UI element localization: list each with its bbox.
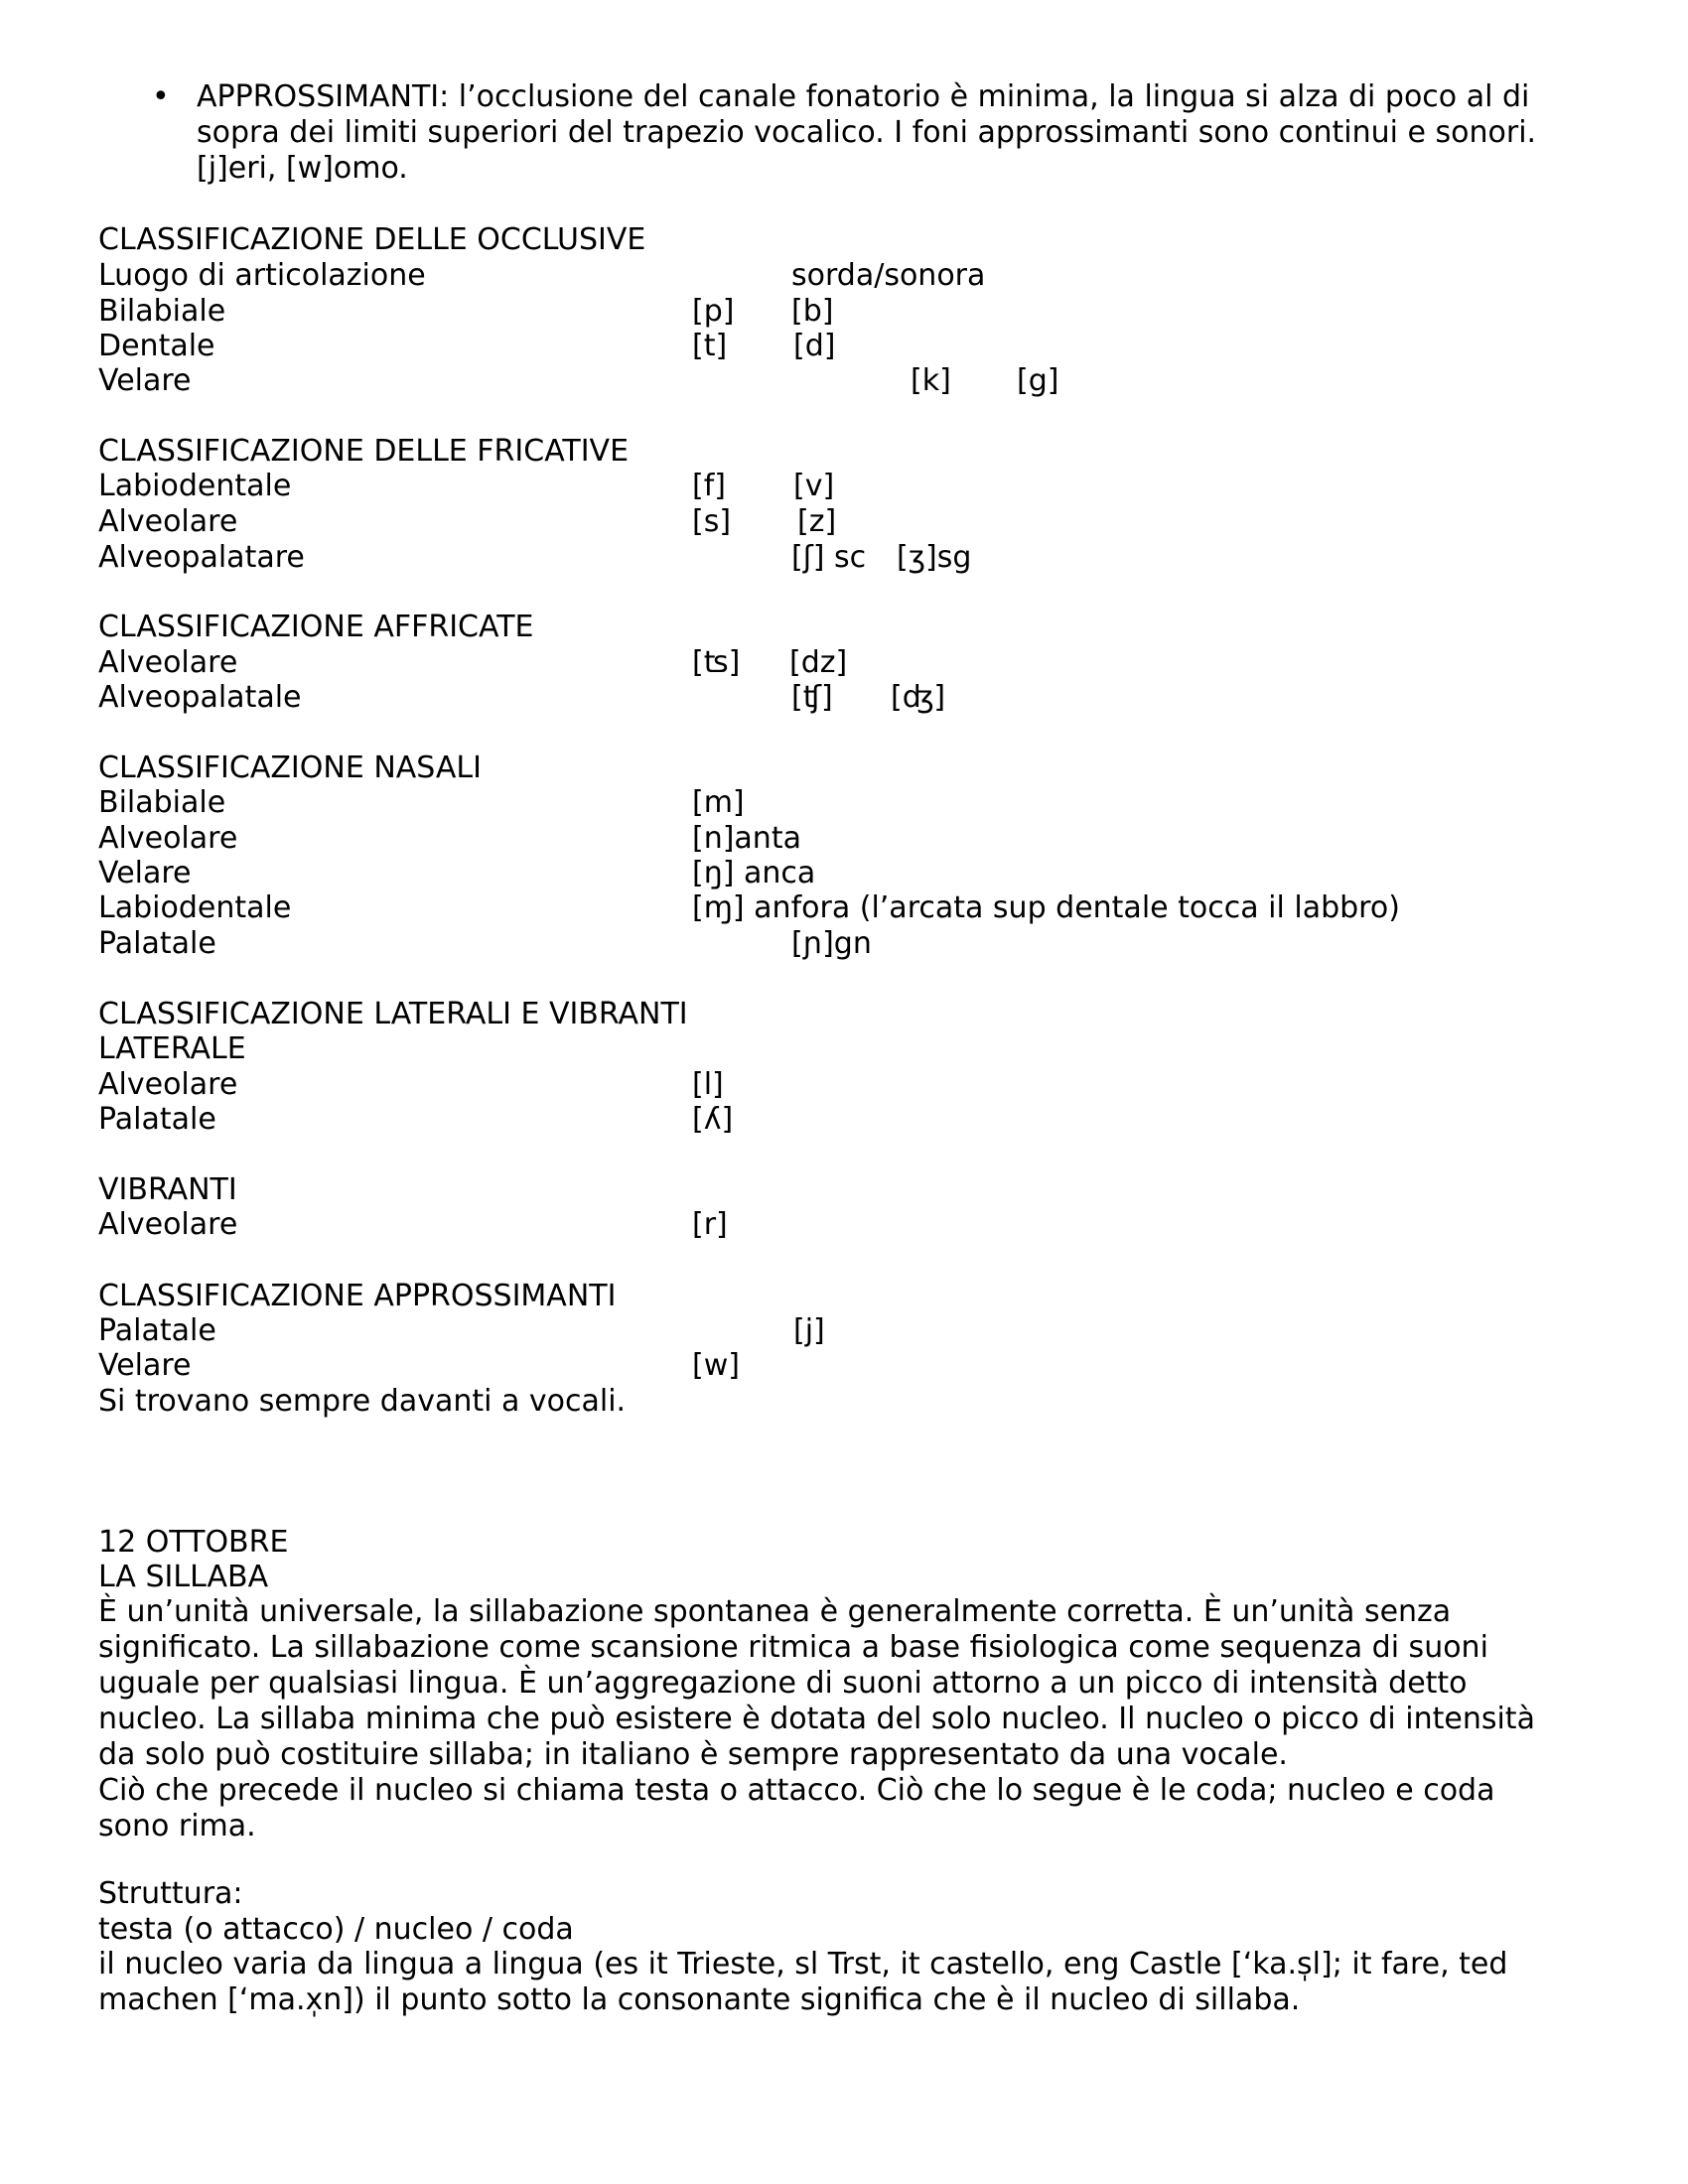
struttura-line: testa (o attacco) / nucleo / coda [98, 1912, 574, 1947]
heading-laterali-vibranti: CLASSIFICAZIONE LATERALI E VIBRANTI [98, 997, 688, 1031]
affricate-row-voiced: [ʤ] [891, 680, 946, 715]
fricative-row-label: Alveopalatare [98, 540, 305, 575]
occlusive-row-voiced: [d] [793, 329, 836, 363]
approssimanti-row-value: [j] [793, 1313, 825, 1348]
nasali-row-label: Alveolare [98, 821, 238, 856]
laterali-row-label: Alveolare [98, 1067, 238, 1102]
vibranti-row-value: [r] [692, 1207, 728, 1242]
fricative-row-label: Alveolare [98, 504, 238, 539]
approssimanti-row-value: [w] [692, 1348, 740, 1383]
occlusive-row-voiced: [g] [1017, 363, 1059, 398]
approssimanti-row-label: Velare [98, 1348, 192, 1383]
affricate-row-voiceless: [ʧ] [791, 680, 833, 715]
occlusive-row-voiced: [b] [791, 294, 834, 329]
heading-approssimanti: CLASSIFICAZIONE APPROSSIMANTI [98, 1279, 617, 1313]
nasali-row-value: [m] [692, 785, 745, 820]
nasali-row-value: [ɱ] anfora (l’arcata sup dentale tocca il labbro) [692, 890, 1400, 925]
nasali-row-value: [ɲ]gn [791, 926, 872, 961]
bullet-approssimanti-text: APPROSSIMANTI: l’occlusione del canale fonatorio è minima, la lingua si alza di poco al di sopra dei limiti superiori del trapezio vocalico. I foni approssimanti sono continui e sonori. [j]eri, [w]omo. [197, 79, 1537, 186]
occlusive-sub-label: Luogo di articolazione [98, 258, 426, 293]
section-title-sillaba: LA SILLABA [98, 1560, 269, 1594]
occlusive-row-label: Dentale [98, 329, 215, 363]
laterali-row-value: [ʎ] [692, 1102, 734, 1137]
laterali-row-label: Palatale [98, 1102, 216, 1137]
approssimanti-row-label: Palatale [98, 1313, 216, 1348]
struttura-label: Struttura: [98, 1876, 243, 1911]
heading-vibranti: VIBRANTI [98, 1172, 237, 1207]
fricative-row-voiceless: [ʃ] sc [791, 540, 867, 575]
fricative-row-voiced: [ʒ]sg [897, 540, 972, 575]
sillaba-paragraph: È un’unità universale, la sillabazione spontanea è generalmente corretta. È un’unità senza significato. La sillabazione come scansione ritmica a base fisiologica come sequenza di suoni uguale per qualsiasi lingua. È un’aggregazione di suoni attorno a un picco di intensità detto nucleo. La sillaba minima che può esistere è dotata del solo nucleo. Il nucleo o picco di intensità da solo può costituire sillaba; in italiano è sempre rappresentato da una vocale. [98, 1594, 1535, 1772]
heading-nasali: CLASSIFICAZIONE NASALI [98, 751, 482, 785]
laterali-row-value: [l] [692, 1067, 724, 1102]
approssimanti-note: Si trovano sempre davanti a vocali. [98, 1384, 627, 1419]
nasali-row-value: [ŋ] anca [692, 856, 816, 890]
heading-occlusive: CLASSIFICAZIONE DELLE OCCLUSIVE [98, 222, 646, 257]
subheading-laterale: LATERALE [98, 1031, 246, 1066]
occlusive-row-voiceless: [k] [911, 363, 951, 398]
nasali-row-label: Velare [98, 856, 192, 890]
affricate-row-label: Alveopalatale [98, 680, 302, 715]
heading-fricative: CLASSIFICAZIONE DELLE FRICATIVE [98, 434, 630, 469]
fricative-row-voiced: [z] [797, 504, 837, 539]
fricative-row-label: Labiodentale [98, 469, 292, 503]
section-date: 12 OTTOBRE [98, 1525, 289, 1560]
occlusive-row-voiceless: [p] [692, 294, 735, 329]
sillaba-body [98, 1594, 1568, 1844]
occlusive-row-voiceless: [t] [692, 329, 728, 363]
sillaba-paragraph: Ciò che precede il nucleo si chiama testa o attacco. Ciò che lo segue è le coda; nucleo e coda sono rima. [98, 1773, 1495, 1843]
nasali-row-label: Bilabiale [98, 785, 226, 820]
heading-affricate: CLASSIFICAZIONE AFFRICATE [98, 610, 534, 644]
nasali-row-value: [n]anta [692, 821, 801, 856]
fricative-row-voiced: [v] [793, 469, 835, 503]
nasali-row-label: Labiodentale [98, 890, 292, 925]
vibranti-row-label: Alveolare [98, 1207, 238, 1242]
bullet-marker: • [152, 79, 170, 114]
occlusive-row-label: Velare [98, 363, 192, 398]
affricate-row-voiced: [dz] [789, 645, 848, 680]
occlusive-row-label: Bilabiale [98, 294, 226, 329]
nasali-row-label: Palatale [98, 926, 216, 961]
affricate-row-voiceless: [ʦ] [692, 645, 741, 680]
fricative-row-voiceless: [f] [692, 469, 726, 503]
occlusive-sub-note: sorda/sonora [791, 258, 986, 293]
affricate-row-label: Alveolare [98, 645, 238, 680]
fricative-row-voiceless: [s] [692, 504, 732, 539]
sillaba-paragraph-nucleo: il nucleo varia da lingua a lingua (es it Trieste, sl Trst, it castello, eng Castle [ʻka.s̩l]; it fare, ted machen [ʻma.x̩n]) il punto sotto la consonante significa che è il nucleo di sillaba. [98, 1947, 1508, 2017]
